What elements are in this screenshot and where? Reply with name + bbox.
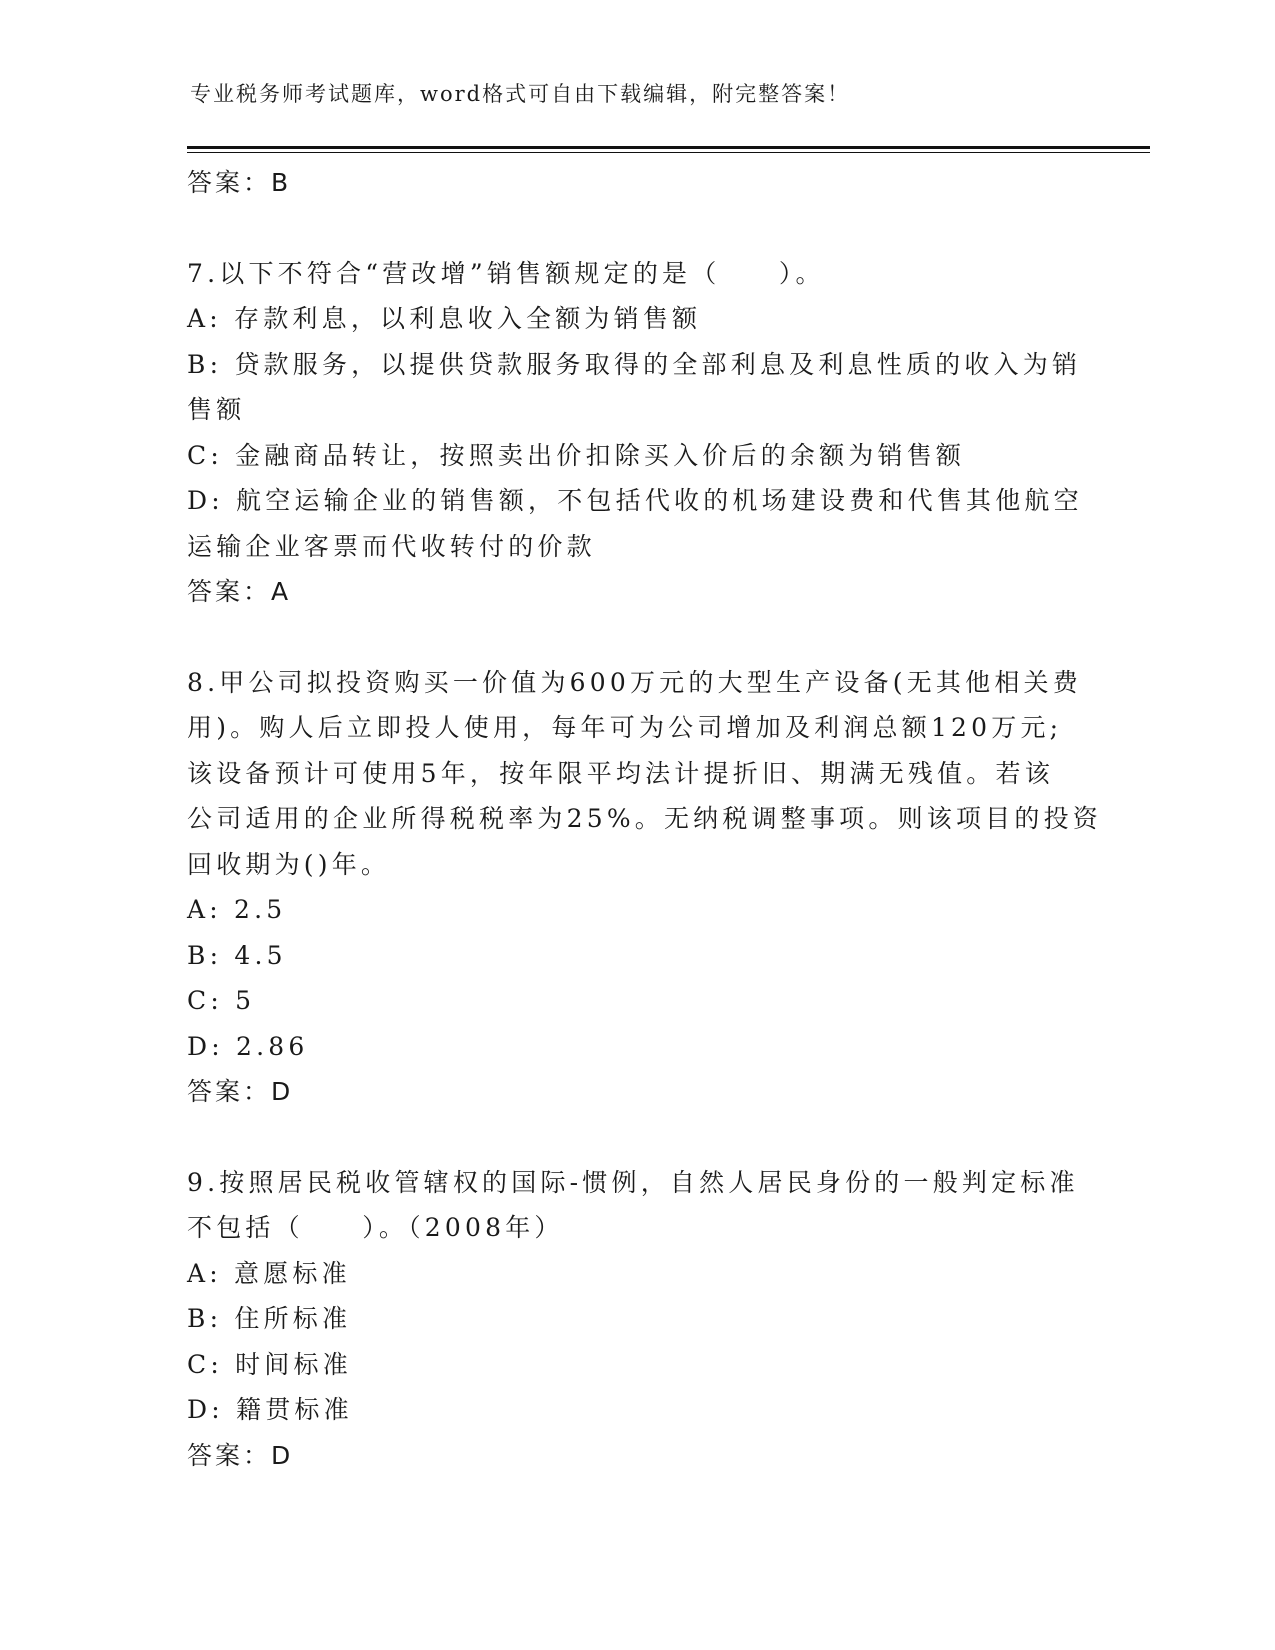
question-text-line: D: 籍贯标准 bbox=[187, 1395, 353, 1424]
question-text-line: 用)。购人后立即投人使用，每年可为公司增加及利润总额120万元; bbox=[187, 713, 1063, 742]
question-text-line: A: 意愿标准 bbox=[187, 1258, 351, 1288]
question-text-line: C: 时间标准 bbox=[187, 1349, 352, 1379]
question-text-line: C: 金融商品转让，按照卖出价扣除买入价后的余额为销售额 bbox=[187, 440, 966, 470]
question-text-line: D: 航空运输企业的销售额，不包括代收的机场建设费和代售其他航空 bbox=[187, 486, 1083, 515]
question-text-line: B: 住所标准 bbox=[187, 1304, 352, 1333]
question-text-line: C: 5 bbox=[187, 986, 256, 1015]
question-text-line: 不包括（ ）。（2008年） bbox=[187, 1213, 564, 1242]
block-spacer bbox=[187, 206, 1087, 251]
answer-line: 答案：D bbox=[187, 1440, 294, 1470]
question-text-line: 7.以下不符合“营改增”销售额规定的是（ ）。 bbox=[187, 258, 825, 288]
header-rule-thick bbox=[187, 146, 1150, 149]
question-text-line: 9.按照居民税收管辖权的国际-惯例，自然人居民身份的一般判定标准 bbox=[187, 1167, 1079, 1197]
answer-line: 答案：A bbox=[187, 577, 292, 606]
question-text-line: 运输企业客票而代收转付的价款 bbox=[187, 531, 596, 561]
block-spacer bbox=[187, 615, 1087, 660]
block-spacer bbox=[187, 1115, 1087, 1160]
question-text-line: 公司适用的企业所得税税率为25%。无纳税调整事项。则该项目的投资 bbox=[187, 804, 1102, 833]
answer-line: 答案：D bbox=[187, 1077, 294, 1106]
question-text-line: D: 2.86 bbox=[187, 1031, 309, 1061]
page-header-text: 专业税务师考试题库，word格式可自由下载编辑，附完整答案！ bbox=[190, 82, 851, 106]
question-text-line: B: 4.5 bbox=[187, 940, 287, 970]
question-text-line: 回收期为()年。 bbox=[187, 849, 391, 879]
question-text-line: 该设备预计可使用5年，按年限平均法计提折旧、期满无残值。若该 bbox=[187, 758, 1054, 788]
question-text-line: A: 存款利息，以利息收入全额为销售额 bbox=[187, 304, 702, 333]
question-text-line: B: 贷款服务，以提供贷款服务取得的全部利息及利息性质的收入为销 bbox=[187, 349, 1082, 379]
document-content bbox=[187, 160, 1102, 1478]
answer-line: 答案：B bbox=[187, 168, 292, 197]
question-text-line: 售额 bbox=[187, 395, 246, 424]
question-text-line: 8.甲公司拟投资购买一价值为600万元的大型生产设备(无其他相关费 bbox=[187, 667, 1082, 697]
header-rule-thin bbox=[187, 152, 1150, 153]
question-text-line: A: 2.5 bbox=[187, 895, 287, 924]
